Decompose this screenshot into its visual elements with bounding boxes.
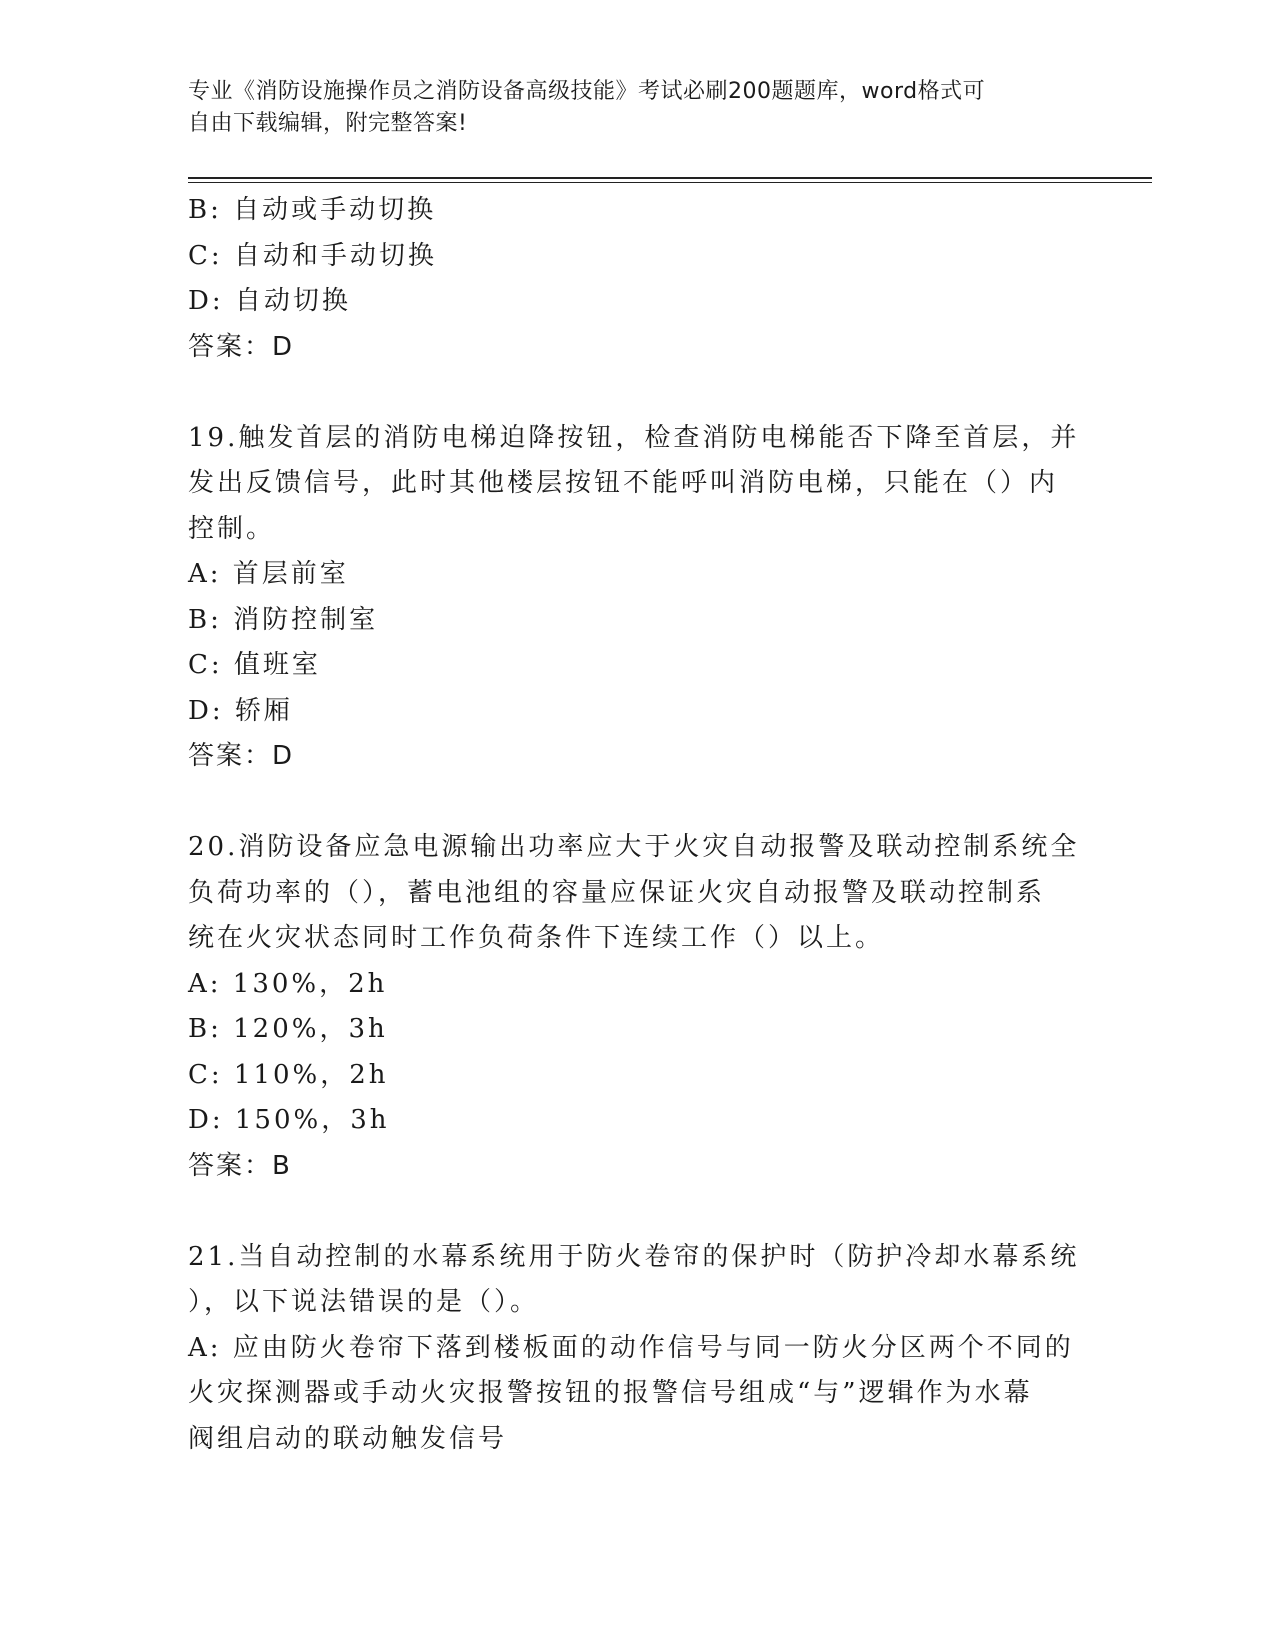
question-stem-line: 21.当自动控制的水幕系统用于防火卷帘的保护时（防护冷却水幕系统 (188, 1241, 1080, 1272)
question-21 (188, 1235, 1088, 1463)
document-header (188, 76, 1068, 140)
option-a: A: 首层前室 (188, 559, 349, 589)
question-20 (188, 825, 1088, 1189)
question-stem-line: 负荷功率的（），蓄电池组的容量应保证火灾自动报警及联动控制系 (188, 877, 1046, 908)
answer-label: 答案：D (188, 741, 295, 771)
question-stem-line: ），以下说法错误的是（）。 (188, 1287, 540, 1317)
question-19 (188, 416, 1088, 780)
question-stem-line: 控制。 (188, 513, 276, 544)
option-c: C: 110%，2h (188, 1059, 389, 1090)
option-d: D: 150%，3h (188, 1105, 390, 1135)
spacer (188, 370, 1088, 416)
option-b: B: 消防控制室 (188, 604, 379, 635)
header-divider-thin (188, 182, 1152, 183)
option-a-line: 阀组启动的联动触发信号 (188, 1423, 508, 1454)
option-a: A: 130%，2h (188, 968, 388, 999)
answer-label: 答案：B (188, 1150, 292, 1181)
question-stem-line: 20.消防设备应急电源输出功率应大于火灾自动报警及联动控制系统全 (188, 832, 1080, 862)
option-d: D: 自动切换 (188, 286, 351, 316)
question-18-continuation (188, 188, 1088, 370)
question-stem-line: 19.触发首层的消防电梯迫降按钮，检查消防电梯能否下降至首层，并 (188, 422, 1080, 453)
question-list (188, 188, 1088, 1462)
option-a-line: A: 应由防火卷帘下落到楼板面的动作信号与同一防火分区两个不同的 (188, 1332, 1074, 1363)
option-b: B: 自动或手动切换 (188, 195, 437, 225)
question-stem-line: 发出反馈信号，此时其他楼层按钮不能呼叫消防电梯，只能在（）内 (188, 468, 1059, 498)
question-stem-line: 统在火灾状态同时工作负荷条件下连续工作（）以上。 (188, 923, 885, 953)
answer-label: 答案：D (188, 331, 295, 362)
spacer (188, 780, 1088, 826)
option-c: C: 值班室 (188, 650, 321, 680)
option-c: C: 自动和手动切换 (188, 240, 437, 271)
header-title-line-2: 自由下载编辑，附完整答案! (188, 111, 468, 136)
option-d: D: 轿厢 (188, 695, 293, 726)
spacer (188, 1189, 1088, 1235)
option-a-line: 火灾探测器或手动火灾报警按钮的报警信号组成“与”逻辑作为水幕 (188, 1378, 1033, 1408)
option-b: B: 120%，3h (188, 1014, 388, 1044)
header-divider-thick (188, 177, 1152, 179)
header-title-line-1: 专业《消防设施操作员之消防设备高级技能》考试必刷200题题库，word格式可 (188, 79, 986, 104)
